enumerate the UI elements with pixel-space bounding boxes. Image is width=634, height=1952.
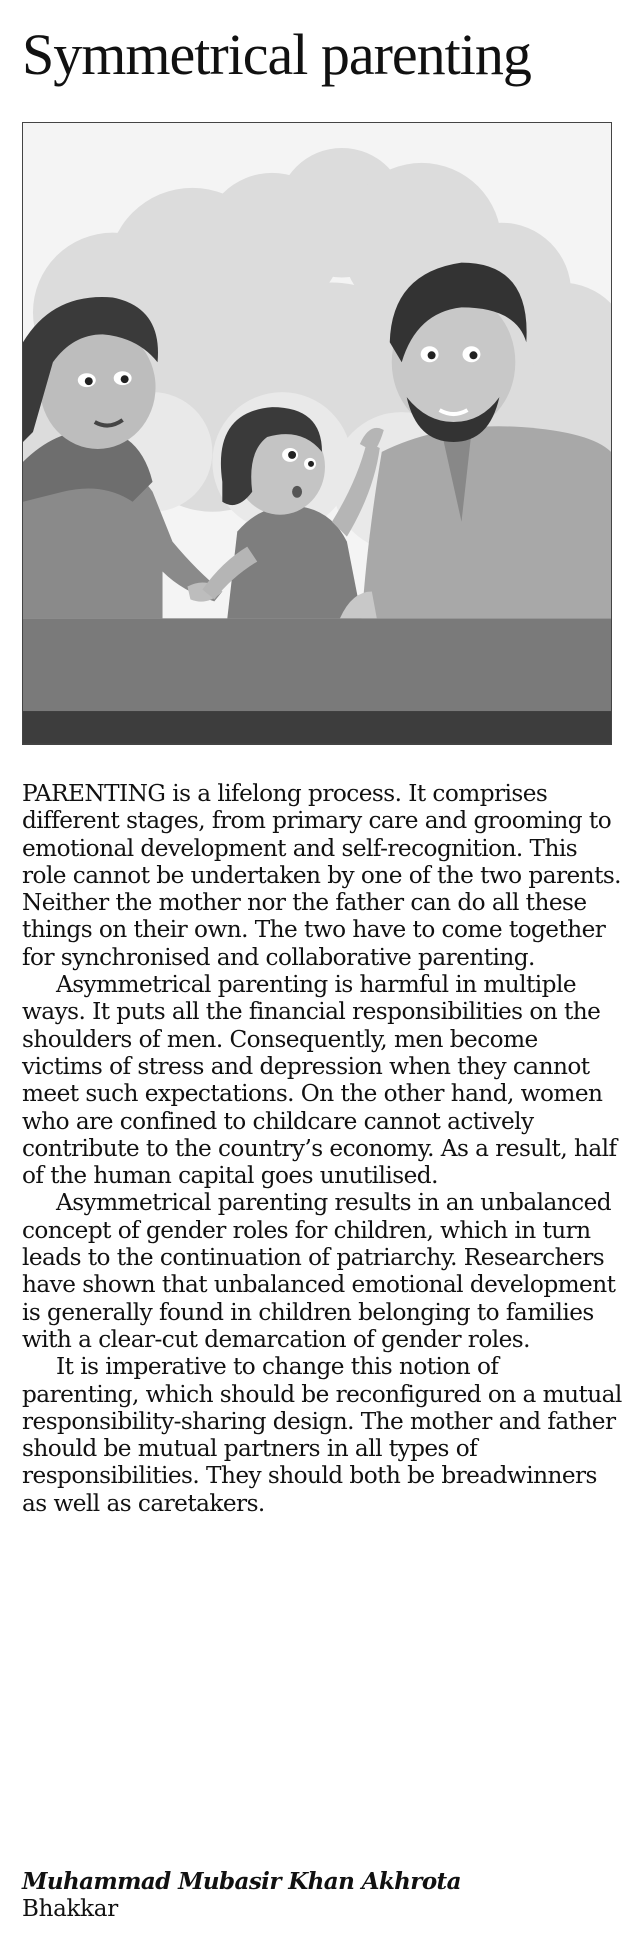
article-paragraph: Asymmetrical parenting results in an unbalanced concept of gender roles for children, which in turn leads to the continuation of patriarchy. Researchers have shown that unbalanced emotional development is generally found in children belonging to families with a clear-cut demarcation of gender roles. <box>22 1189 616 1353</box>
author-name: Muhammad Mubasir Khan Akhrota <box>22 1868 461 1895</box>
article-body <box>22 780 622 1517</box>
family-illustration <box>22 122 612 745</box>
headline: Symmetrical parenting <box>22 22 531 87</box>
author-location: Bhakkar <box>22 1896 118 1922</box>
article-paragraph: PARENTING is a lifelong process. It comprises different stages, from primary care and grooming to emotional development and self-recognition. This role cannot be undertaken by one of the two parents. Neither the mother nor the father can do all these things on their own. The two have to come together for synchronised and collaborative parenting. <box>22 780 622 971</box>
article-paragraph: Asymmetrical parenting is harmful in multiple ways. It puts all the financial responsibilities on the shoulders of men. Consequently, men become victims of stress and depression when they cannot meet such expectations. On the other hand, women who are confined to childcare cannot actively contribute to the country’s economy. As a result, half of the human capital goes unutilised. <box>22 971 617 1190</box>
byline <box>22 1868 461 1923</box>
article-paragraph: It is imperative to change this notion of parenting, which should be reconfigured on a mutual responsibility-sharing design. The mother and father should be mutual partners in all types of responsibilities. They should both be breadwinners as well as caretakers. <box>22 1353 622 1517</box>
